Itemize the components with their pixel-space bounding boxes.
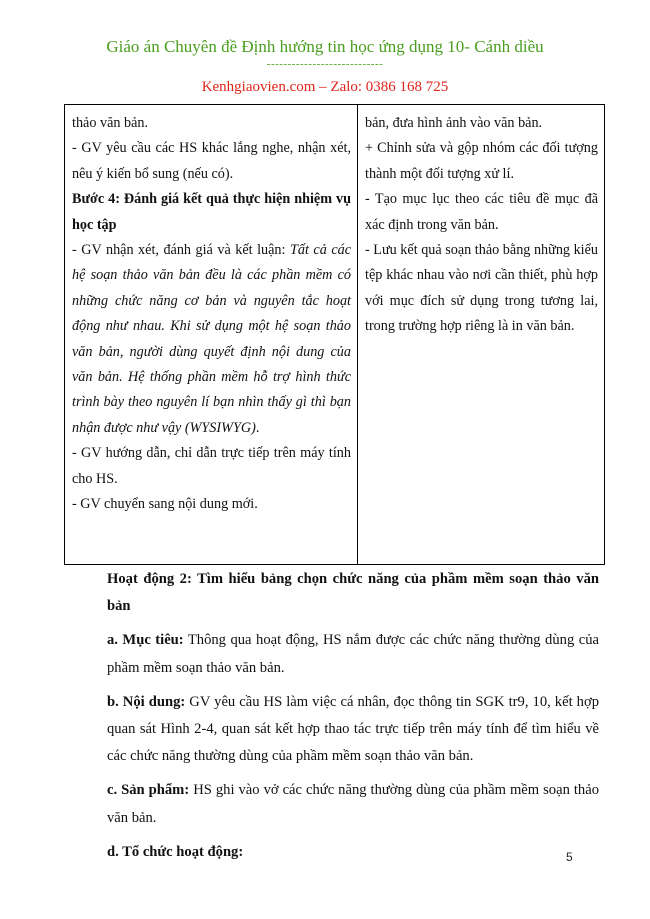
- right-paragraph-4: - Lưu kết quả soạn thảo bằng những kiểu tệp khác nhau vào nơi cần thiết, phù hợp với mục đích sử dụng trong tương lai, trong trường hợp riêng là in văn bản.: [365, 242, 598, 335]
- objective-paragraph: [107, 627, 599, 682]
- conclusion-end: .: [255, 419, 260, 436]
- objective-label: a. Mục tiêu:: [107, 632, 184, 649]
- left-paragraph-2: - GV yêu cầu các HS khác lắng nghe, nhận xét, nêu ý kiến bổ sung (nếu có).: [72, 140, 351, 182]
- product-text: HS ghi vào vở các chức năng thường dùng của phầm mềm soạn thảo văn bản.: [107, 782, 600, 826]
- left-paragraph-5: - GV chuyển sang nội dung mới.: [72, 496, 258, 513]
- right-paragraph-3: - Tạo mục lục theo các tiêu đề mục đã xác định trong văn bản.: [365, 191, 598, 233]
- conclusion-italic: Tất cả các hệ soạn thảo văn bản đều là các phần mềm có những chức năng cơ bản và nguyên tắc hoạt động như nhau. Khi sử dụng một hệ soạn thảo văn bản, người dùng quyết định nội dung của văn bản. Hệ thống phần mềm hỗ trợ hình thức trình bày theo nguyên lí bạn nhìn thấy gì thì bạn nhận được như vậy (WYSIWYG): [72, 242, 352, 436]
- header-title: Giáo án Chuyên đề Định hướng tin học ứng dụng 10- Cánh diều: [106, 37, 544, 56]
- content-label: b. Nội dung:: [107, 693, 186, 710]
- right-paragraph-1: bản, đưa hình ảnh vào văn bản.: [365, 115, 543, 131]
- left-paragraph-1: thảo văn bản.: [72, 115, 149, 131]
- product-label: c. Sản phẩm:: [107, 782, 190, 799]
- table-column-left: [65, 105, 358, 564]
- left-paragraph-4: - GV hướng dẫn, chỉ dẫn trực tiếp trên máy tính cho HS.: [72, 445, 351, 487]
- page-number: 5: [566, 850, 573, 864]
- left-paragraph-3: [72, 238, 351, 441]
- activity-2-heading: Hoạt động 2: Tìm hiểu bảng chọn chức năng của phầm mềm soạn thảo văn bản: [107, 571, 599, 615]
- organization-heading: d. Tổ chức hoạt động:: [107, 843, 244, 860]
- activity-table: [64, 104, 605, 565]
- table-column-right: [358, 105, 604, 564]
- header-divider: ----------------------------: [266, 58, 384, 70]
- conclusion-lead: - GV nhận xét, đánh giá và kết luận:: [72, 242, 290, 259]
- content-paragraph: [107, 689, 599, 771]
- product-paragraph: [107, 777, 599, 832]
- right-paragraph-2: + Chỉnh sửa và gộp nhóm các đối tượng thành một đối tượng xử lí.: [365, 140, 598, 182]
- content-text: GV yêu cầu HS làm việc cá nhân, đọc thông tin SGK tr9, 10, kết hợp quan sát Hình 2-4, quan sát kết hợp thao tác trực tiếp trên máy tính để tìm hiểu về các chức năng thường dùng của phầm mềm soạn thảo văn bản.: [107, 693, 599, 765]
- objective-text: Thông qua hoạt động, HS nắm được các chức năng thường dùng của phầm mềm soạn thảo văn bản.: [107, 632, 599, 676]
- step-4-heading: Bước 4: Đánh giá kết quả thực hiện nhiệm vụ học tập: [72, 191, 351, 233]
- header-subtitle: Kenhgiaovien.com – Zalo: 0386 168 725: [201, 79, 449, 95]
- body-text: [107, 566, 599, 873]
